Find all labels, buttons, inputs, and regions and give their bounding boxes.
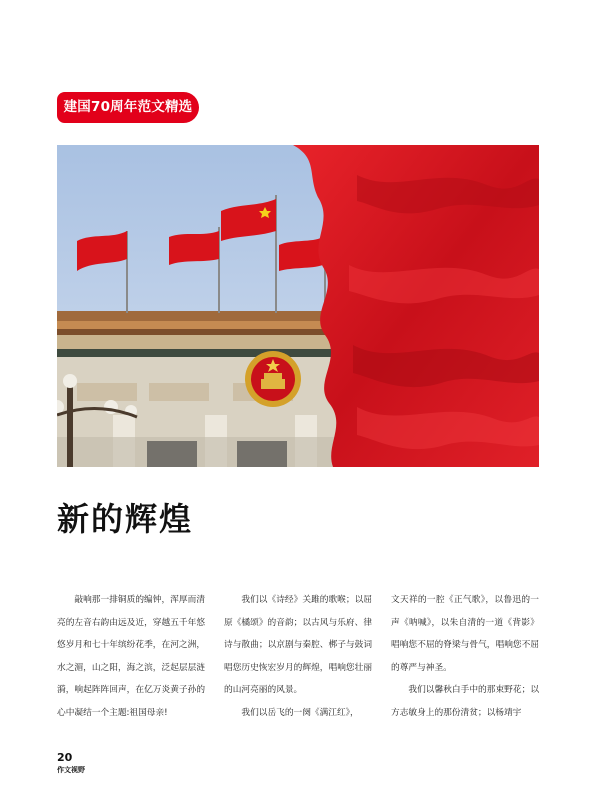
article-column-3 [391,589,539,724]
paragraph-3-end: 文天祥的一腔《正气歌》，以鲁迅的一声《呐喊》，以朱自清的一道《背影》唱响您不屈的脊梁与骨气，唱响您不屈的尊严与神圣。 [391,595,539,673]
article-column-1 [57,589,205,724]
great-hall-building [57,311,357,467]
paragraph-1: 敲响那一排铜质的编钟，浑厚而清亮的左音右韵由远及近，穿越五千年悠悠岁月和七十年缤纷花季，在河之洲，水之湄，山之阳，海之滨，泛起层层涟漪，响起阵阵回声，在亿万炎黄子孙的心中凝结一个主题:祖国母亲! [57,595,205,718]
paragraph-4: 我们以馨秋白手中的那束野花；以方志敏身上的那份清贫；以杨靖宇 [391,685,539,718]
hero-photo [57,145,539,467]
magazine-name: 作文视野 [57,766,85,774]
article-title: 新的辉煌 [57,500,194,538]
article-column-2 [224,589,372,724]
national-emblem [245,351,301,407]
page-number: 20 [57,751,73,764]
paragraph-3-start: 我们以岳飞的一阕《满江红》， [241,707,359,718]
paragraph-2: 我们以《诗经》关雎的歌喉；以屈原《橘颂》的音韵；以古风与乐府、律诗与散曲；以京剧与秦腔、梆子与鼓词唱您历史恢宏岁月的辉煌，唱响您壮丽的山河亮丽的风景。 [224,595,372,695]
section-tag: 建国70周年范文精选 [57,92,199,123]
